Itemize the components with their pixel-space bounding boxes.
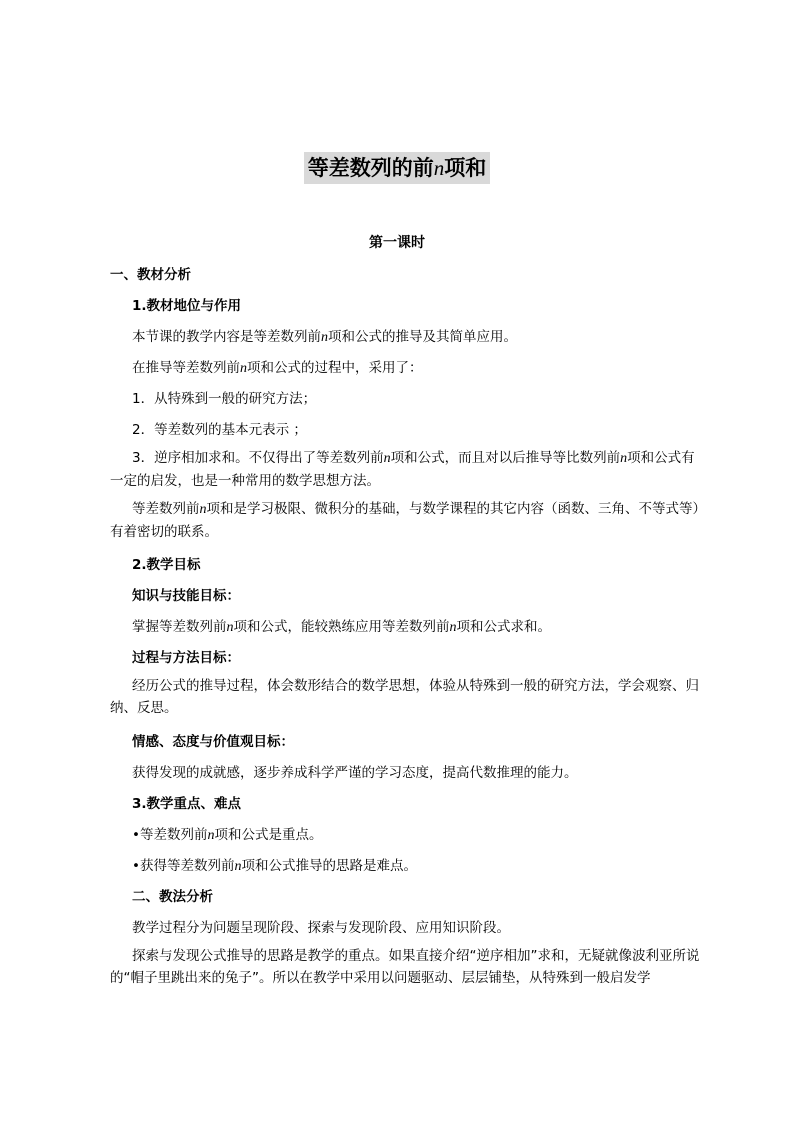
goal-3-heading: 情感、态度与价值观目标： xyxy=(132,734,294,750)
section-2-heading: 二、教法分析 xyxy=(132,889,213,905)
section-1-heading: 一、教材分析 xyxy=(110,267,191,283)
list-item-3: 3．逆序相加求和。不仅得出了等差数列前n项和公式，而且对以后推导等比数列前n项和公式有一定的启发，也是一种常用的数学思想方法。 xyxy=(110,450,695,489)
list-item-2: 2．等差数列的基本元表示 ； xyxy=(132,422,307,438)
paragraph-2: 在推导等差数列前n项和公式的过程中，采用了： xyxy=(132,360,423,376)
paragraph-1: 本节课的教学内容是等差数列前n项和公式的推导及其简单应用。 xyxy=(132,329,517,345)
key-point-1: •等差数列前n项和公式是重点。 xyxy=(132,827,323,843)
section-1-3-heading: 3.教学重点、难点 xyxy=(132,796,242,812)
goal-1-text: 掌握等差数列前n项和公式，能较熟练应用等差数列前n项和公式求和。 xyxy=(132,619,551,635)
goal-1-heading: 知识与技能目标： xyxy=(132,588,240,604)
goal-3-text: 获得发现的成就感，逐步养成科学严谨的学习态度，提高代数推理的能力。 xyxy=(132,765,578,781)
list-item-1: 1．从特殊到一般的研究方法； xyxy=(132,391,317,407)
section-1-1-heading: 1.教材地位与作用 xyxy=(132,298,242,314)
method-paragraph-1: 教学过程分为问题呈现阶段、探索与发现阶段、应用知识阶段。 xyxy=(132,920,510,936)
goal-2-heading: 过程与方法目标： xyxy=(132,650,240,666)
title-highlight: 等差数列的前n项和 xyxy=(304,152,491,184)
paragraph-3: 等差数列前n项和是学习极限、微积分的基础，与数学课程的其它内容（函数、三角、不等式等）有着密切的联系。 xyxy=(110,501,700,540)
key-point-2: •获得等差数列前n项和公式推导的思路是难点。 xyxy=(132,858,417,874)
lesson-heading: 第一课时 xyxy=(369,235,425,251)
section-1-2-heading: 2.教学目标 xyxy=(132,557,201,573)
method-paragraph-2: 探索与发现公式推导的思路是教学的重点。如果直接介绍“逆序相加”求和，无疑就像波利亚所说的“帽子里跳出来的兔子”。所以在教学中采用以问题驱动、层层铺垫，从特殊到一般启发学 xyxy=(110,948,700,986)
goal-2-text: 经历公式的推导过程，体会数形结合的数学思想，体验从特殊到一般的研究方法，学会观察、归纳、反思。 xyxy=(110,678,699,716)
document-title xyxy=(0,152,794,184)
